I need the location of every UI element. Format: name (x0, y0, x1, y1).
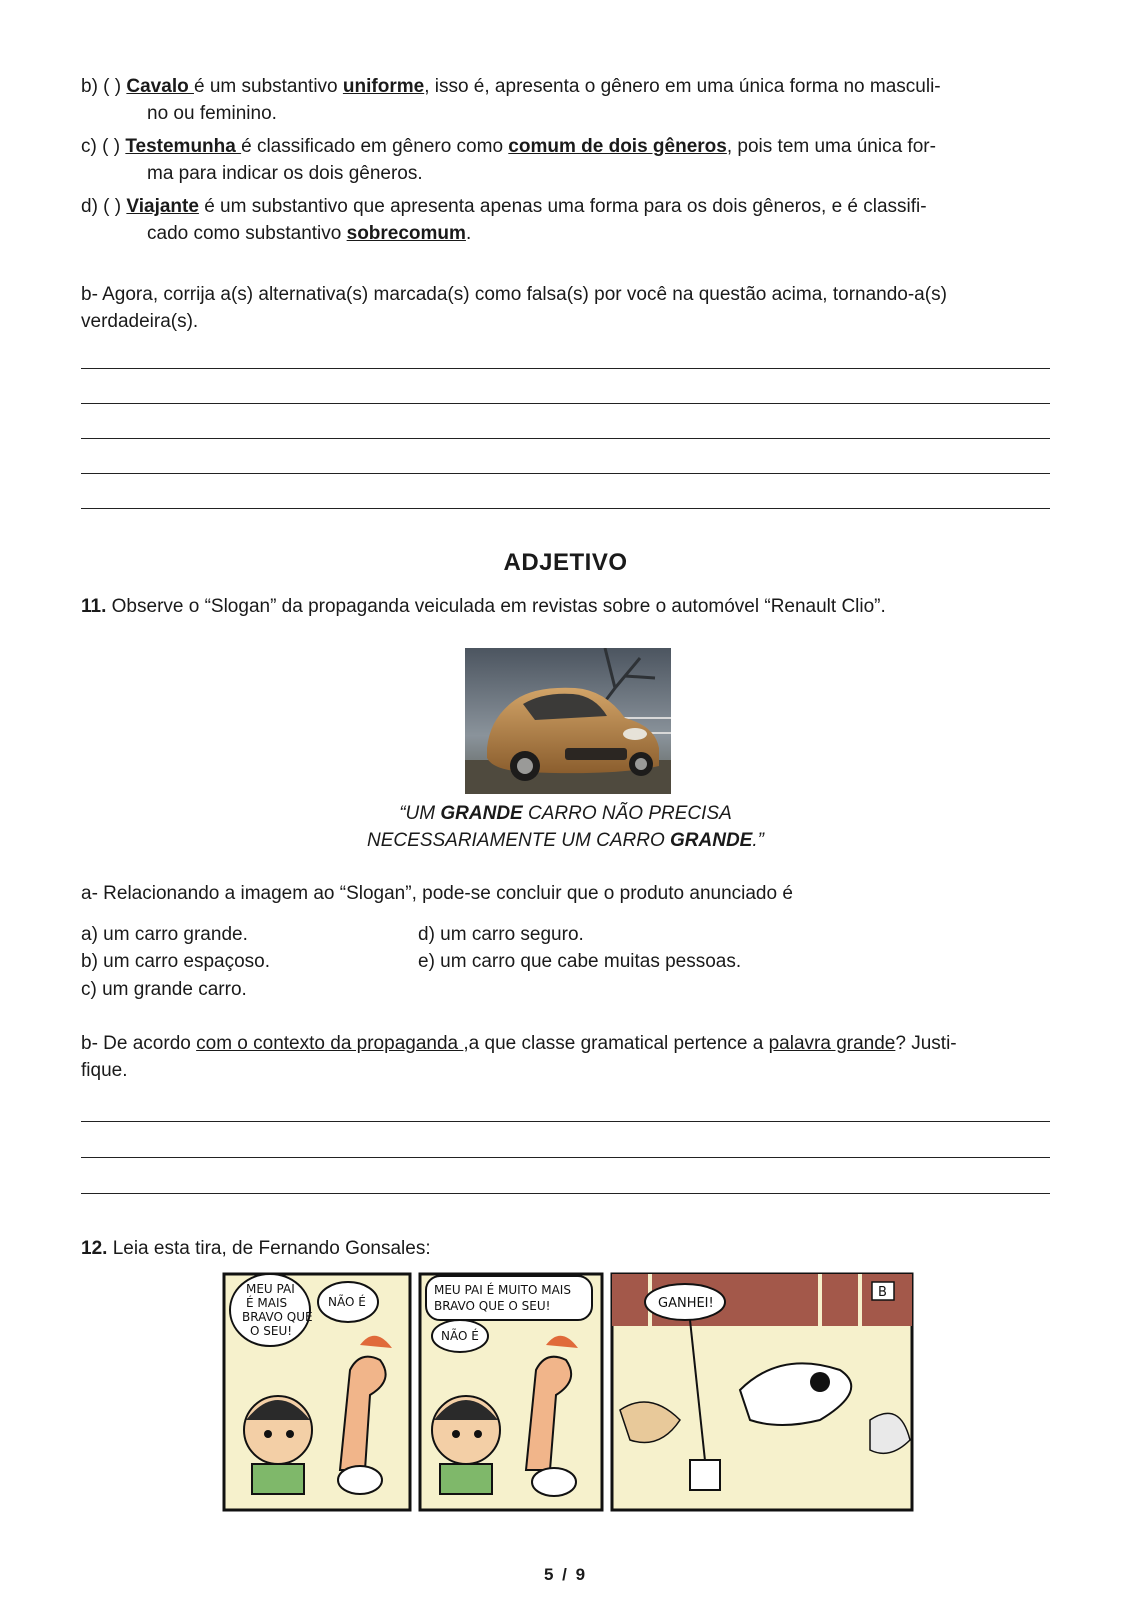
question-12 (81, 1235, 1056, 1262)
option-b-label: b) ( ) (81, 76, 122, 97)
option-c-text-2: , pois tem uma única for- (726, 136, 936, 157)
answer-line[interactable] (81, 508, 1050, 509)
answer-line[interactable] (81, 438, 1050, 439)
answer-line[interactable] (81, 368, 1050, 369)
choice-e[interactable]: e) um carro que cabe muitas pessoas. (418, 951, 742, 972)
option-b-text-2: , isso é, apresenta o gênero em uma única forma no masculi- (424, 76, 941, 97)
option-c-keyword: Testemunha (125, 136, 242, 157)
panel-2-bubble-1: MEU PAI É MUITO MAIS BRAVO QUE O SEU! (434, 1283, 571, 1313)
choice-b[interactable]: b) um carro espaçoso. (81, 951, 271, 972)
option-b-text: é um substantivo (193, 76, 343, 97)
choice-d[interactable]: d) um carro seguro. (418, 924, 584, 945)
question-10b-line-1: b- Agora, corrija a(s) alternativa(s) marcada(s) como falsa(s) por você na questão acima, tornando-a(s) (81, 284, 947, 305)
comic-panel-2 (420, 1274, 602, 1510)
comic-strip (220, 1270, 917, 1514)
choice-a[interactable]: a) um carro grande. (81, 924, 248, 945)
comic-panel-3 (612, 1274, 912, 1510)
option-b-keyword: Cavalo (126, 76, 194, 97)
question-10b (81, 281, 1056, 335)
answer-line[interactable] (81, 1157, 1050, 1158)
option-b-continuation: no ou feminino. (147, 103, 277, 124)
option-d-label: d) ( ) (81, 196, 122, 217)
option-c (81, 133, 1056, 187)
slogan-text: .” (752, 830, 764, 851)
answer-line[interactable] (81, 473, 1050, 474)
slogan-text: “UM (399, 803, 441, 824)
question-11b-text: ? Justi- (895, 1033, 957, 1054)
slogan-line-1 (0, 800, 1131, 827)
question-11-text: Observe o “Slogan” da propaganda veiculada em revistas sobre o automóvel “Renault Clio”. (106, 596, 886, 617)
option-d-term: sobrecomum (346, 223, 466, 244)
section-title: ADJETIVO (503, 549, 628, 576)
panel-3-sign: B (878, 1285, 887, 1300)
question-11b-underline: com o contexto da propaganda (196, 1033, 464, 1054)
question-11b-prompt (81, 1030, 1056, 1084)
question-12-text: Leia esta tira, de Fernando Gonsales: (107, 1238, 431, 1259)
page-number: 5 / 9 (543, 1565, 588, 1584)
question-11 (81, 593, 1056, 620)
comic-panel-1 (224, 1274, 410, 1510)
option-d-keyword: Viajante (126, 196, 199, 217)
option-c-continuation: ma para indicar os dois gêneros. (147, 163, 423, 184)
question-11a-prompt: a- Relacionando a imagem ao “Slogan”, pode-se concluir que o produto anunciado é (81, 883, 793, 904)
panel-1-bubble-2: NÃO É (328, 1295, 366, 1309)
question-11b-text: ,a que classe gramatical pertence a (463, 1033, 769, 1054)
answer-line[interactable] (81, 403, 1050, 404)
slogan-text: NECESSARIAMENTE UM CARRO (367, 830, 671, 851)
car-ad-image (465, 648, 671, 794)
question-10b-line-2: verdadeira(s). (81, 311, 199, 332)
answer-line[interactable] (81, 1193, 1050, 1194)
option-b (81, 73, 1056, 127)
option-c-term: comum de dois gêneros (508, 136, 727, 157)
option-d (81, 193, 1056, 247)
option-d-text: é um substantivo que apresenta apenas uma forma para os dois gêneros, e é classifi- (198, 196, 927, 217)
answer-line[interactable] (81, 1121, 1050, 1122)
panel-2-bubble-2: NÃO É (441, 1329, 479, 1343)
option-c-text: é classificado em gênero como (241, 136, 509, 157)
choice-c[interactable]: c) um grande carro. (81, 979, 247, 1000)
option-b-term: uniforme (342, 76, 425, 97)
slogan (0, 800, 1131, 854)
option-d-continuation: cado como substantivo (147, 223, 347, 244)
question-12-number: 12. (81, 1238, 108, 1259)
question-11b-text: fique. (81, 1060, 128, 1081)
slogan-emphasis: GRANDE (440, 803, 523, 824)
question-11b-text: b- De acordo (81, 1033, 197, 1054)
slogan-text: CARRO NÃO PRECISA (522, 803, 732, 824)
panel-3-bubble: GANHEI! (658, 1296, 714, 1311)
question-11-number: 11. (81, 596, 107, 617)
panel-1-bubble-1: MEU PAI É MAIS BRAVO QUE O SEU! (242, 1282, 313, 1338)
option-c-label: c) ( ) (81, 136, 121, 157)
question-11b-underline: palavra grande (768, 1033, 896, 1054)
slogan-emphasis: GRANDE (670, 830, 753, 851)
option-d-period: . (465, 223, 472, 244)
slogan-line-2 (0, 827, 1131, 854)
